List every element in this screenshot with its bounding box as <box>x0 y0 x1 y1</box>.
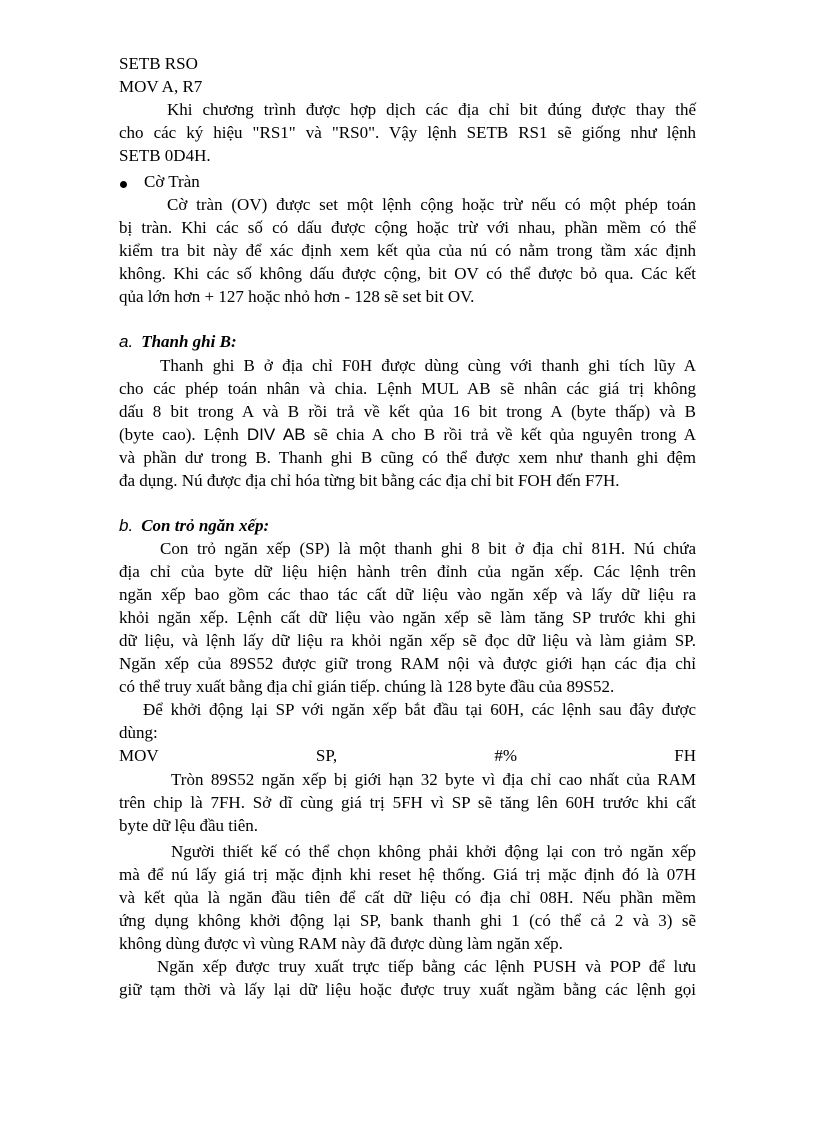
paragraph-line: Thanh ghi B ở địa chỉ F0H được dùng cùng với thanh ghi tích lũy A <box>160 356 696 375</box>
section-label: b. <box>119 516 134 535</box>
code-line: MOV A, R7 <box>119 77 203 96</box>
paragraph-line: dữ liệu, và lệnh lấy dữ liệu ra khỏi ngăn xếp sẽ đọc dữ liệu và làm giảm SP. <box>119 631 696 650</box>
paragraph-line: dùng: <box>119 723 158 742</box>
paragraph-line: cho các phép toán nhân và chia. Lệnh MUL AB sẽ nhân các giá trị không <box>119 379 696 398</box>
paragraph-line: ngăn xếp bao gồm các thao tác cất dữ liệu vào ngăn xếp và lấy dữ liệu ra <box>119 585 696 604</box>
paragraph-line: SETB 0D4H. <box>119 146 211 165</box>
paragraph-line: kiểm tra bit này để xác định xem kết qủa của nú có nằm trong tầm xác định <box>119 241 696 260</box>
section-heading-b <box>119 514 696 537</box>
instruction-opcode: MOV <box>119 746 159 765</box>
paragraph-line: byte dữ lệu đầu tiên. <box>119 816 259 835</box>
paragraph-line: Để khởi động lại SP với ngăn xếp bắt đầu tại 60H, các lệnh sau đây được <box>143 700 696 719</box>
text-run: sẽ chia A cho B rồi trả về kết qủa nguyên trong A <box>305 425 696 444</box>
paragraph-line: Khi chương trình được hợp dịch các địa chỉ bit đúng được thay thế <box>167 100 696 119</box>
paragraph-line: cho các ký hiệu "RS1" và "RS0". Vậy lệnh SETB RS1 sẽ giống như lệnh <box>119 123 696 142</box>
text-run: (byte cao). Lệnh <box>119 425 247 444</box>
section-title: Con trỏ ngăn xếp: <box>141 516 270 535</box>
section-heading-a <box>119 330 696 353</box>
paragraph-line: giữ tạm thời và lấy lại dữ liệu hoặc được truy xuất ngầm bằng các lệnh gọi <box>119 980 696 999</box>
paragraph-line: và kết qủa là ngăn đầu tiên để cất dữ liệu có địa chỉ 08H. Nếu phần mềm <box>119 888 696 907</box>
bullet-item-label: Cờ Tràn <box>144 172 200 191</box>
paragraph-line: Con trỏ ngăn xếp (SP) là một thanh ghi 8 bit ở địa chỉ 81H. Nú chứa <box>160 539 696 558</box>
instruction-operand: SP, <box>315 746 338 765</box>
instruction-line <box>119 744 696 767</box>
paragraph-line: Tròn 89S52 ngăn xếp bị giới hạn 32 byte vì địa chỉ cao nhất của RAM <box>171 770 696 789</box>
section-title: Thanh ghi B: <box>141 332 237 351</box>
paragraph-line: khỏi ngăn xếp. Lệnh cất dữ liệu vào ngăn xếp sẽ làm tăng SP trước khi ghi <box>119 608 696 627</box>
code-line: SETB RSO <box>119 54 198 73</box>
bullet-icon <box>120 181 127 188</box>
instruction-operand: #% <box>494 746 518 765</box>
instruction-text: DIV AB <box>246 425 306 444</box>
paragraph-line: đa dụng. Nú được địa chỉ hóa từng bit bằng các địa chỉ bit FOH đến F7H. <box>119 471 620 490</box>
paragraph-line: và phần dư trong B. Thanh ghi B cũng có thể được xem như thanh ghi đệm <box>119 448 696 467</box>
paragraph-line: Cờ tràn (OV) được set một lệnh cộng hoặc trừ nếu có một phép toán <box>167 195 696 214</box>
paragraph-line: không. Khi các số không dấu được cộng, bit OV có thể được bỏ qua. Các kết <box>119 264 696 283</box>
paragraph-line: có thể truy xuất bằng địa chỉ gián tiếp. chúng là 128 byte đầu của 89S52. <box>119 677 615 696</box>
paragraph-line: địa chỉ của byte dữ liệu hiện hành trên đỉnh của ngăn xếp. Các lệnh trên <box>119 562 696 581</box>
paragraph-line: Ngăn xếp của 89S52 được giữ trong RAM nội và được giới hạn các địa chỉ <box>119 654 696 673</box>
paragraph-line: mà để nú lấy giá trị mặc định khi reset hệ thống. Giá trị mặc định đó là 07H <box>119 865 696 884</box>
paragraph-line: qủa lớn hơn + 127 hoặc nhỏ hơn - 128 sẽ set bit OV. <box>119 287 475 306</box>
paragraph-line: dấu 8 bit trong A và B rồi trả về kết qủa 16 bit trong A (byte thấp) và B <box>119 402 696 421</box>
paragraph-line: trên chip là 7FH. Sở dĩ cùng giá trị 5FH vì SP sẽ tăng lên 60H trước khi cất <box>119 793 696 812</box>
paragraph-line: không dùng được vì vùng RAM này đã được dùng làm ngăn xếp. <box>119 934 563 953</box>
paragraph-line: bị tràn. Khi các số có dấu được cộng hoặc trừ với nhau, phần mềm có thể <box>119 218 696 237</box>
paragraph-line: Ngăn xếp được truy xuất trực tiếp bằng các lệnh PUSH và POP để lưu <box>157 957 696 976</box>
section-label: a. <box>119 332 134 351</box>
paragraph-line <box>119 423 696 446</box>
paragraph-line: ứng dụng không khởi động lại SP, bank thanh ghi 1 (có thể cả 2 và 3) sẽ <box>119 911 696 930</box>
instruction-operand: FH <box>674 746 696 765</box>
paragraph-line: Người thiết kế có thể chọn không phải khởi động lại con trỏ ngăn xếp <box>171 842 696 861</box>
